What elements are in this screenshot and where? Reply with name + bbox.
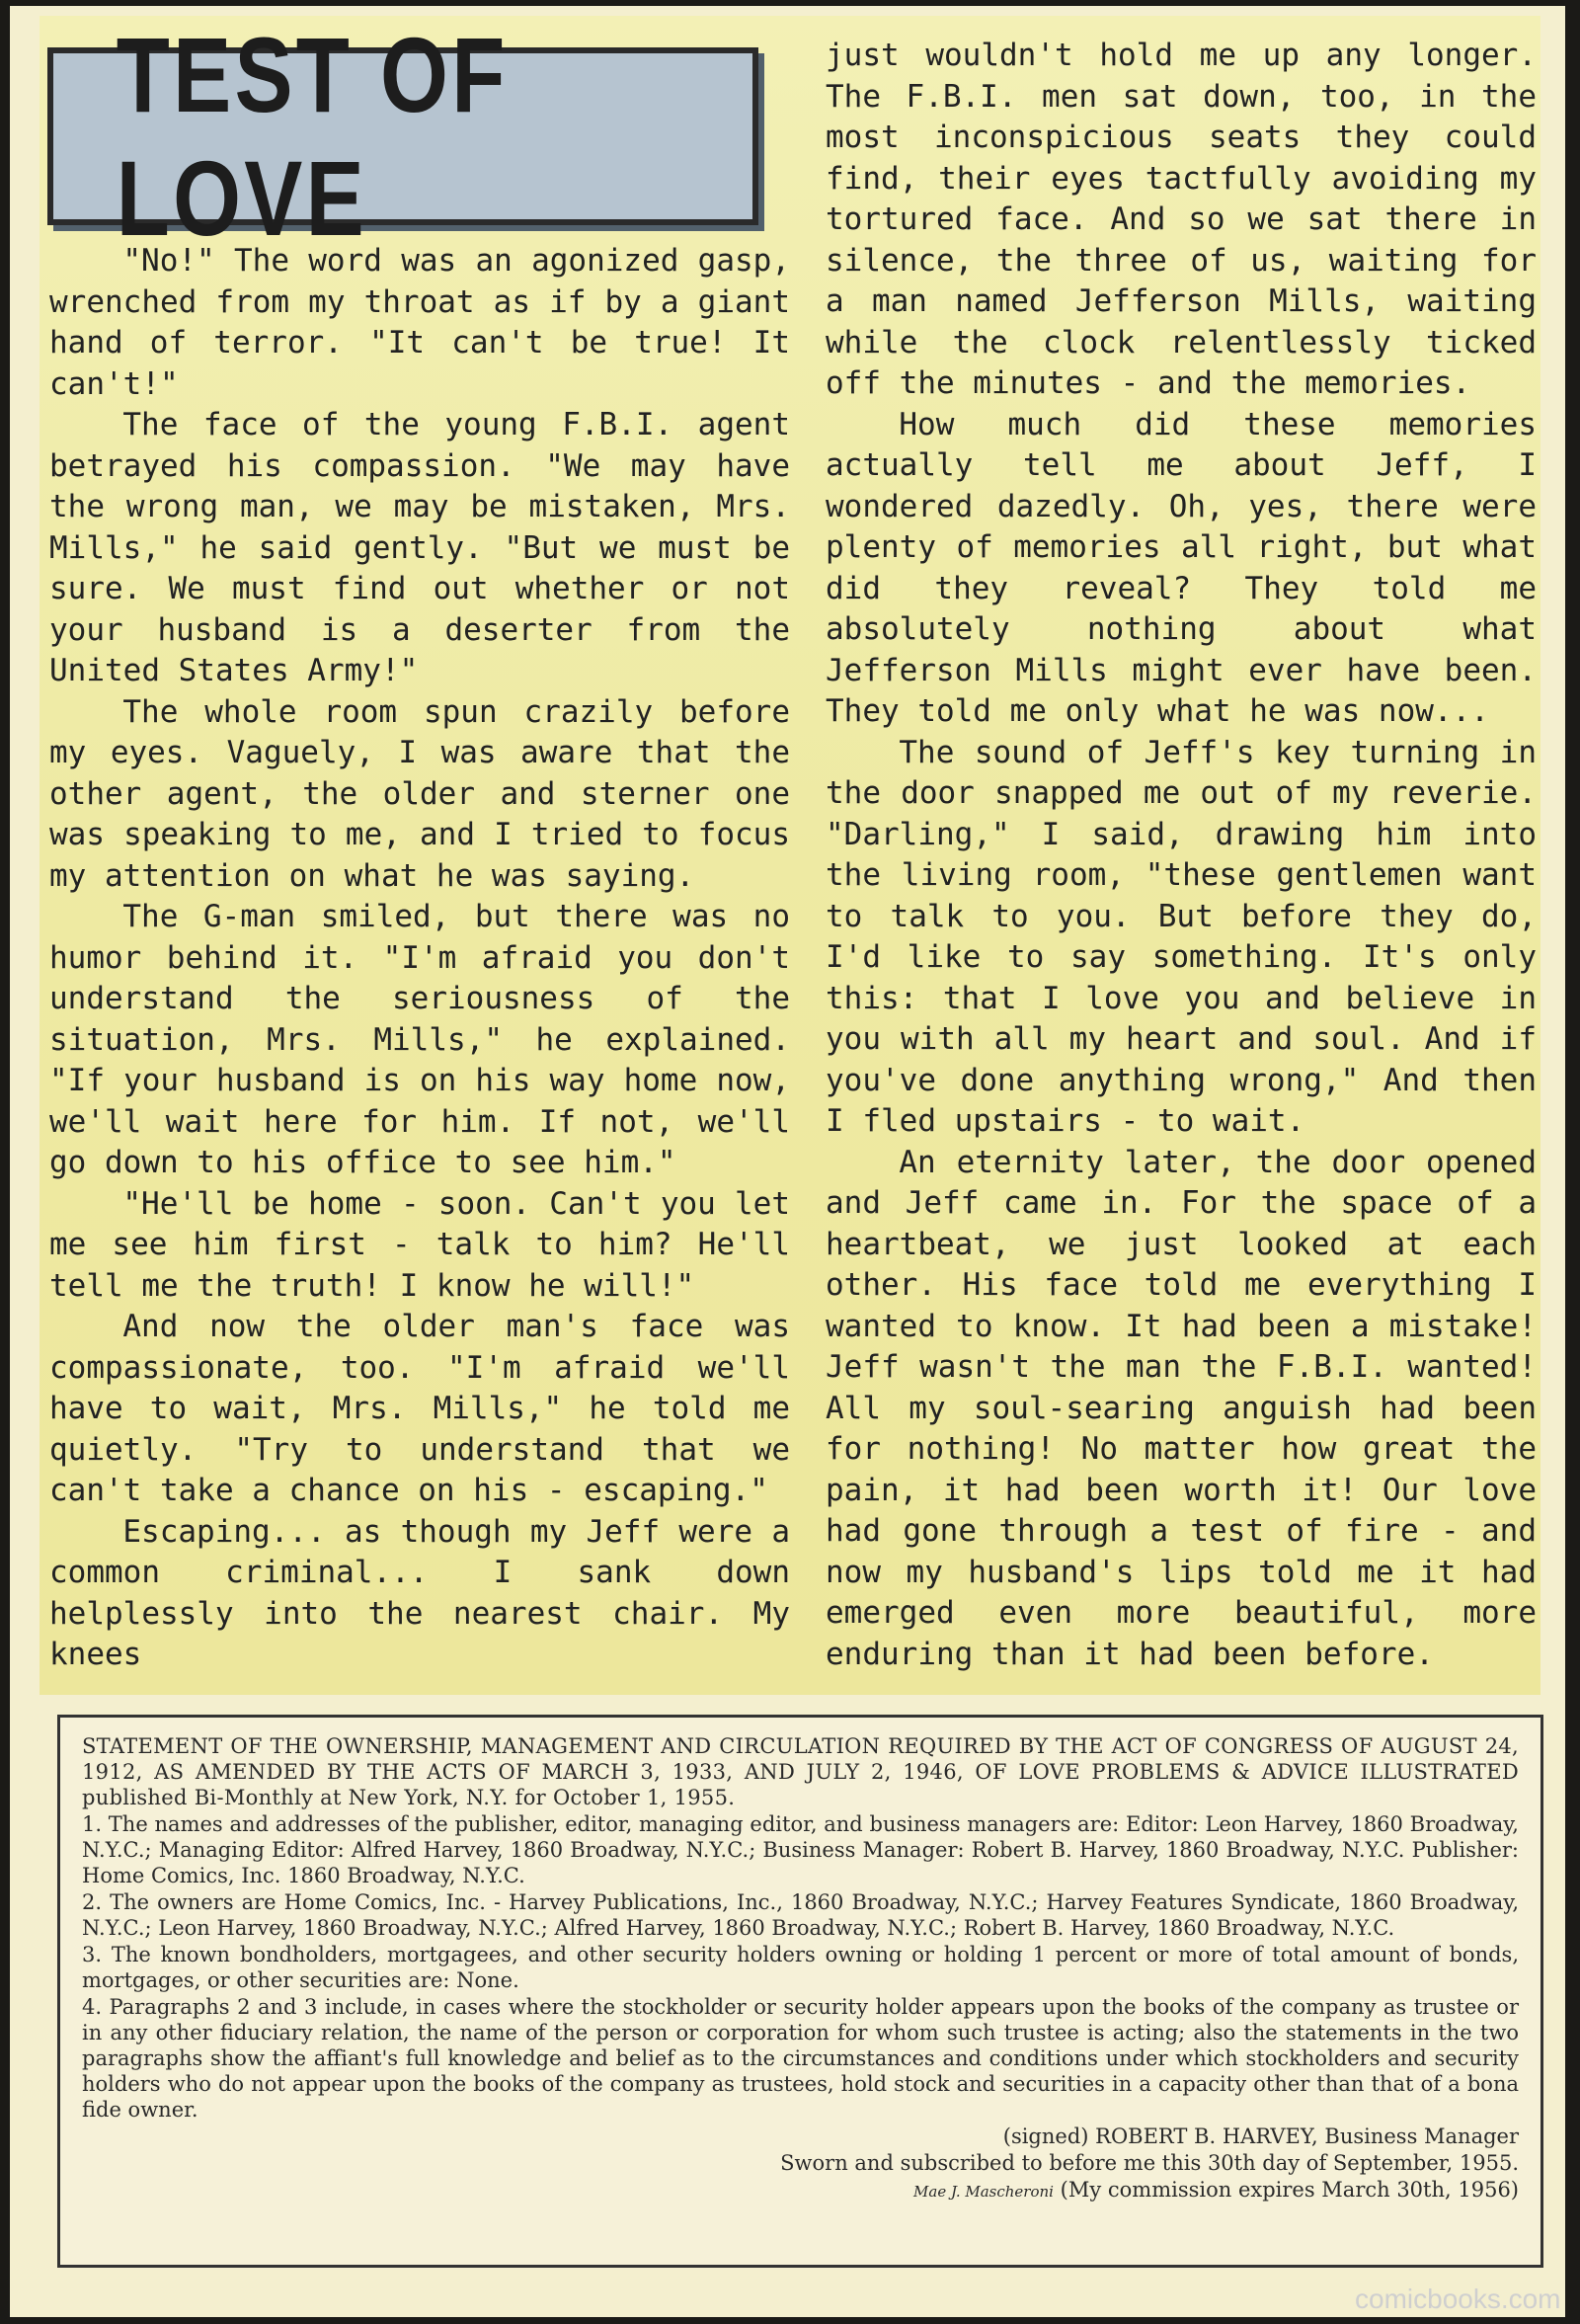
paragraph-continued: just wouldn't hold me up any longer. The F.B.I. men sat down, too, in the most inconspicious seats they could find, their eyes tactfully avoiding my tortured face. And so we sat there in silence, the three of us, waiting for a man named Jefferson Mills, waiting while the clock relentlessly ticked off the minutes - and the memories. (826, 38, 1537, 401)
paragraph: An eternity later, the door opened and Jeff came in. For the space of a heartbeat, we just looked at each other. His face told me everything I wanted to know. It had been a mistake! Jeff wasn't the man the F.B.I. wanted! All my soul-searing anguish had been for nothing! No matter how great the pain, it had been worth it! Our love had gone through a test of fire - and now my husband's lips told me it had emerged even more beautiful, more enduring than it had been before. (826, 1144, 1537, 1672)
sworn-line: Sworn and subscribed to before me this 30th day of September, 1955. (780, 2151, 1519, 2175)
paragraph: "He'll be home - soon. Can't you let me see him first - talk to him? He'll tell me the truth! I know he will!" (49, 1185, 790, 1304)
ownership-statement (57, 1715, 1543, 2268)
paragraph: How much did these memories actually tell me about Jeff, I wondered dazedly. Oh, yes, there were plenty of memories all right, but what did they reveal? They told me absolutely nothing about what Jefferson Mills might ever have been. They told me only what he was now... (826, 406, 1537, 729)
left-text-column (49, 241, 790, 1676)
paragraph: The sound of Jeff's key turning in the door snapped me out of my reverie. "Darling," I said, drawing him into the living room, "these gentlemen want to talk to you. But before they do, I'd like to say something. It's only this: that I love you and believe in you with all my heart and soul. And if you've done anything wrong," And then I fled upstairs - to wait. (826, 734, 1537, 1139)
paragraph: And now the older man's face was compassionate, too. "I'm afraid we'll have to wait, Mrs. Mills," he told me quietly. "Try to understand that we can't take a chance on his - escaping." (49, 1309, 790, 1508)
comic-page (10, 6, 1565, 2317)
notary-name: Mae J. Mascheroni (913, 2183, 1054, 2201)
commission-expiry: (My commission expires March 30th, 1956) (1060, 2178, 1519, 2202)
statement-item-3: 3. The known bondholders, mortgagees, and other security holders owning or holding 1 percent or more of total amount of bonds, mortgages, or other securities are: None. (82, 1943, 1519, 1992)
story-title: TEST OF LOVE (116, 15, 509, 258)
statement-item-1: 1. The names and addresses of the publisher, editor, managing editor, and business managers are: Editor: Leon Harvey, 1860 Broadway, N.Y.C.; Managing Editor: Alfred Harvey, 1860 Broadway, N.Y.C.; Business Manager: Robert B. Harvey, 1860 Broadway, N.Y.C. Publisher: Home Comics, Inc. 1860 Broadway, N.Y.C. (82, 1812, 1519, 1887)
paragraph: The G-man smiled, but there was no humor behind it. "I'm afraid you don't understand the seriousness of the situation, Mrs. Mills," he explained. "If your husband is on his way home now, we'll wait here for him. If not, we'll go down to his office to see him." (49, 899, 790, 1180)
signature-line: (signed) ROBERT B. HARVEY, Business Manager (1002, 2124, 1519, 2148)
paragraph: The face of the young F.B.I. agent betrayed his compassion. "We may have the wrong man, we may be mistaken, Mrs. Mills," he said gently. "But we must be sure. We must find out whether or not your husband is a deserter from the United States Army!" (49, 407, 790, 688)
paragraph: The whole room spun crazily before my eyes. Vaguely, I was aware that the other agent, the older and sterner one was speaking to me, and I tried to focus my attention on what he was saying. (49, 693, 790, 894)
paragraph: "No!" The word was an agonized gasp, wrenched from my throat as if by a giant hand of terror. "It can't be true! It can't!" (49, 243, 790, 402)
notary-line (82, 2177, 1519, 2204)
right-text-column (826, 36, 1537, 1675)
watermark: comicbooks.com (1355, 2284, 1561, 2314)
title-box (47, 15, 758, 258)
statement-item-2: 2. The owners are Home Comics, Inc. - Harvey Publications, Inc., 1860 Broadway, N.Y.C.; Harvey Features Syndicate, 1860 Broadway, N.Y.C.; Leon Harvey, 1860 Broadway, N.Y.C.; Alfred Harvey, 1860 Broadway, N.Y.C.; Robert B. Harvey, 1860 Broadway, N.Y.C. (82, 1890, 1519, 1940)
paragraph: Escaping... as though my Jeff were a common criminal... I sank down helplessly into the nearest chair. My knees (49, 1513, 790, 1672)
statement-item-4: 4. Paragraphs 2 and 3 include, in cases where the stockholder or security holder appears upon the books of the company as trustee or in any other fiduciary relation, the name of the person or corporation for whom such trustee is acting; also the statements in the two paragraphs show the affiant's full knowledge and belief as to the circumstances and conditions under which stockholders and security holders who do not appear upon the books of the company as trustees, hold stock and securities in a capacity other than that of a bona fide owner. (82, 1995, 1519, 2122)
statement-header: STATEMENT OF THE OWNERSHIP, MANAGEMENT AND CIRCULATION REQUIRED BY THE ACT OF CONGRESS OF AUGUST 24, 1912, AS AMENDED BY THE ACTS OF MARCH 3, 1933, AND JULY 2, 1946, OF LOVE PROBLEMS & ADVICE ILLUSTRATED published Bi-Monthly at New York, N.Y. for October 1, 1955. (82, 1734, 1519, 1809)
